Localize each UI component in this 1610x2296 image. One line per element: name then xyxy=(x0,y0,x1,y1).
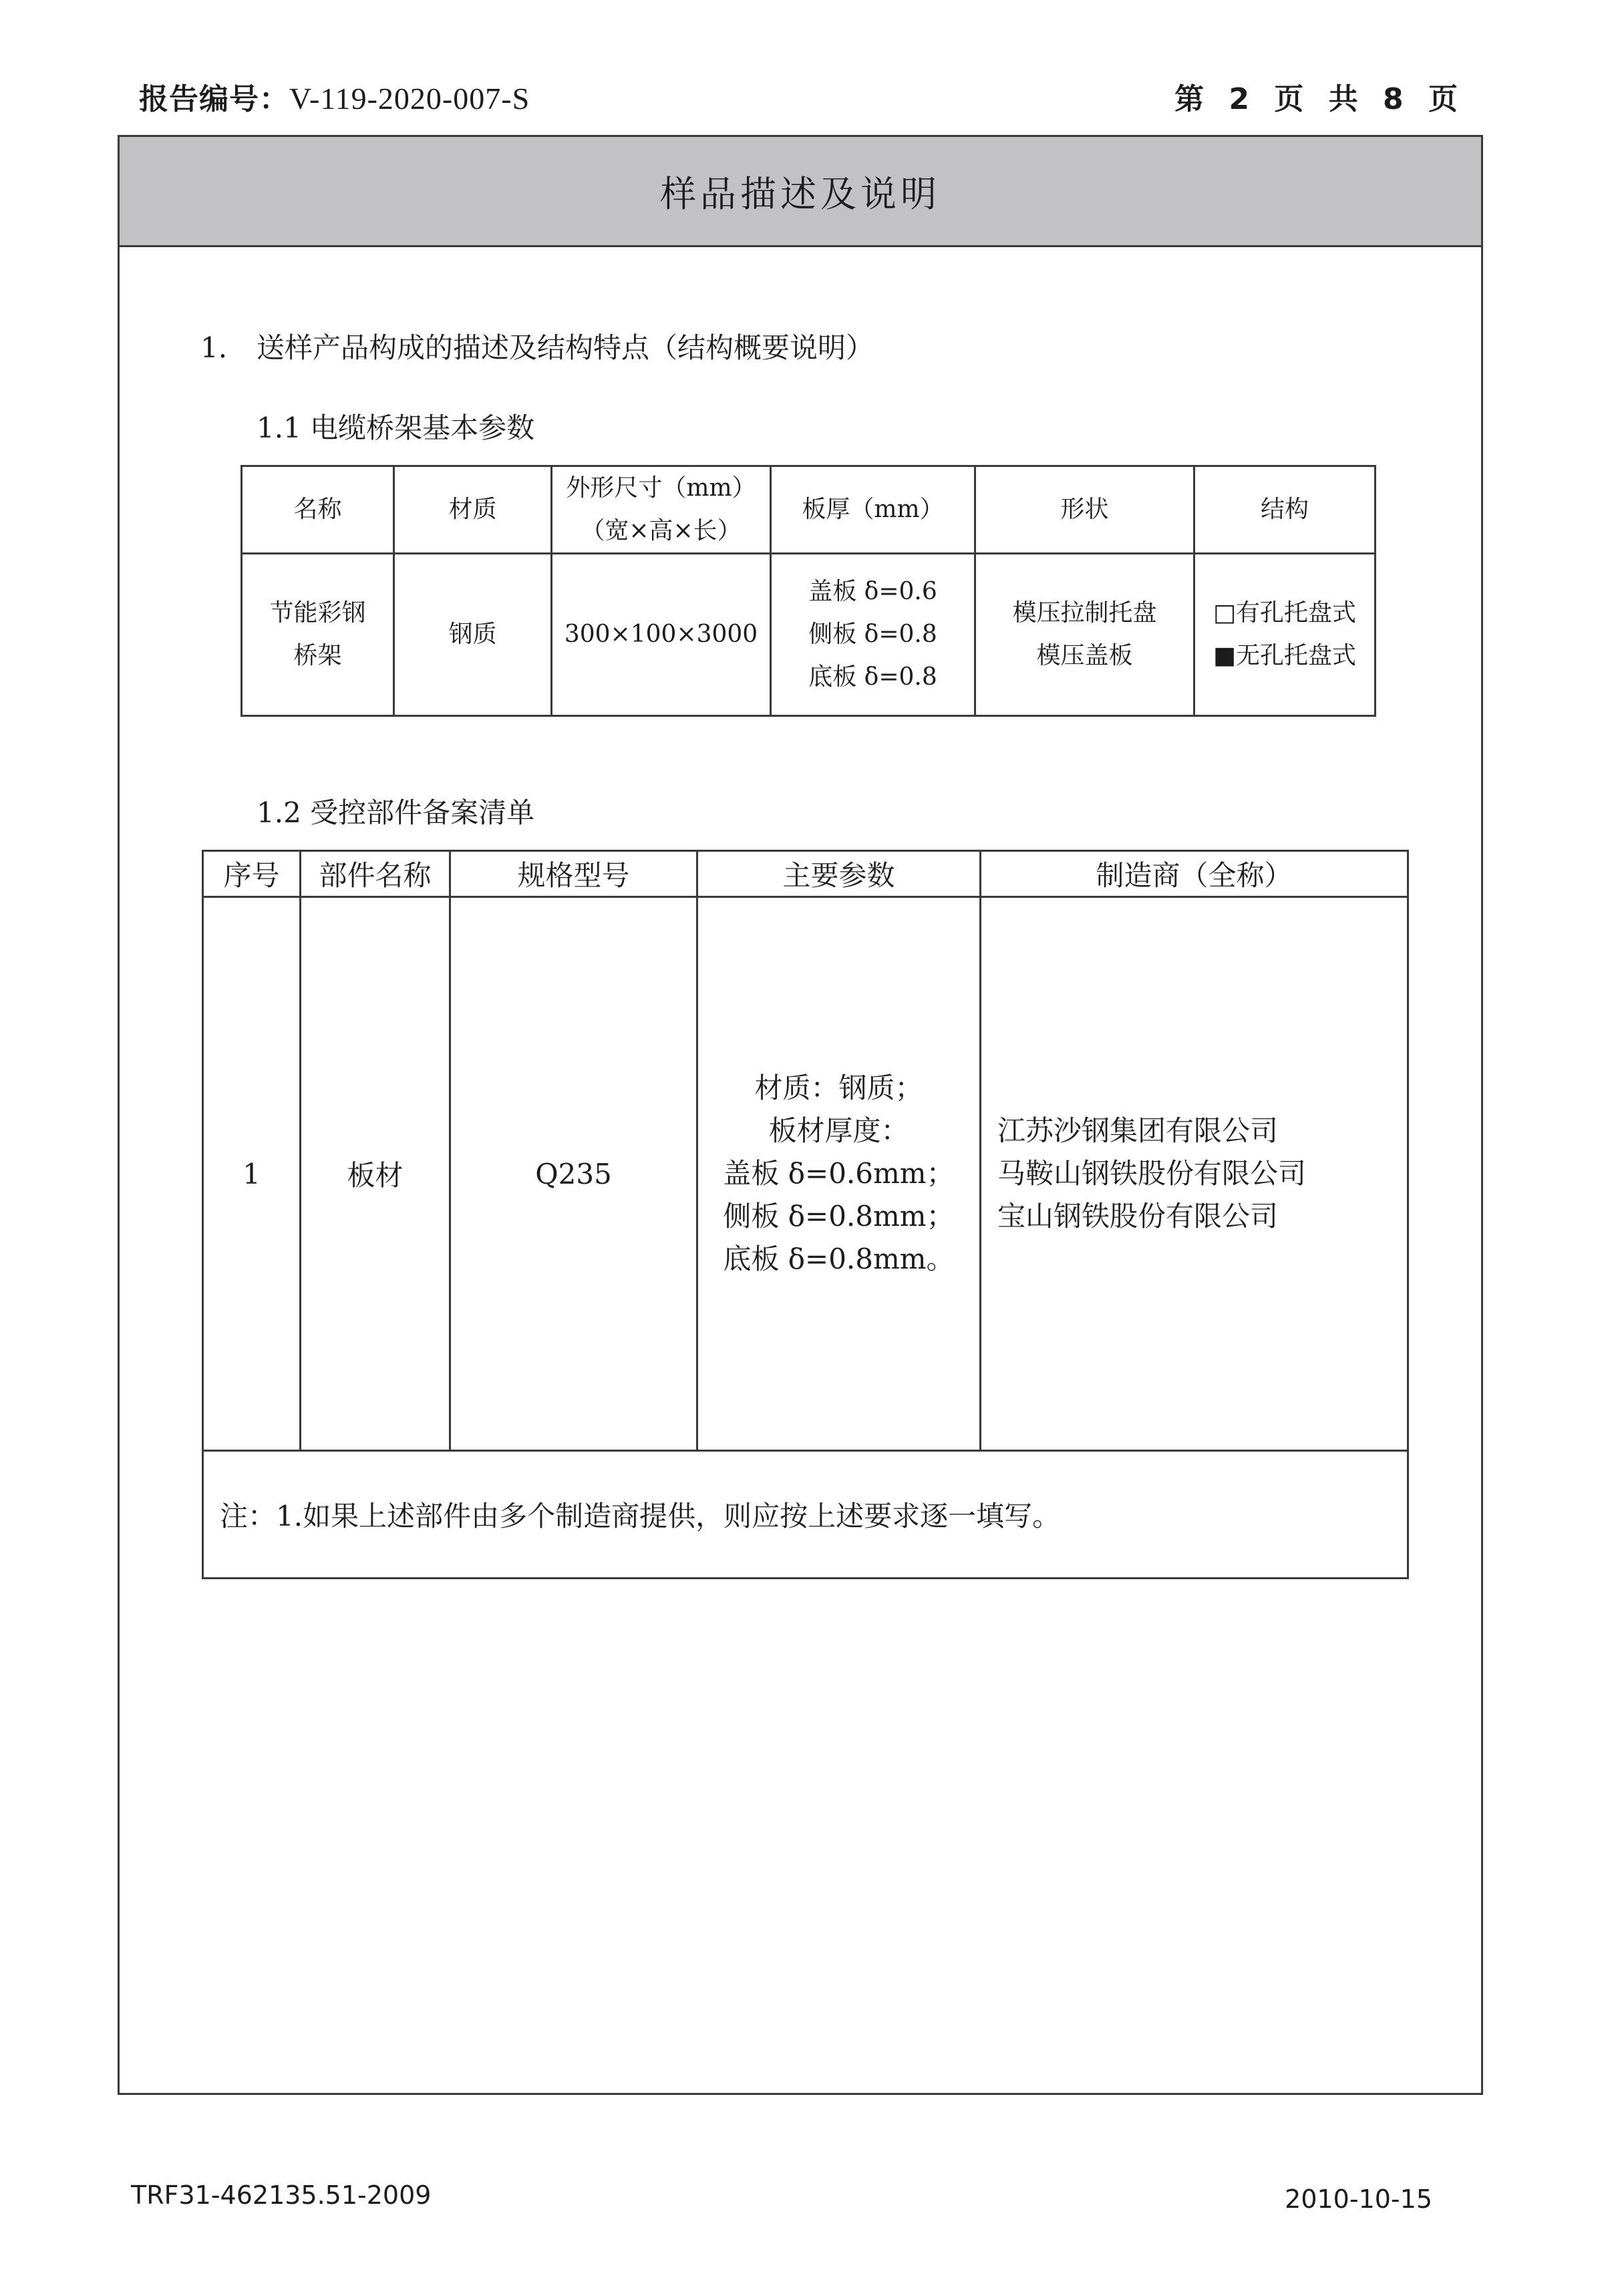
cell-structure xyxy=(1194,554,1376,716)
cell-thickness: 盖板 δ=0.6 侧板 δ=0.8 底板 δ=0.8 xyxy=(771,554,975,716)
cell-no: 1 xyxy=(203,897,301,1451)
form-number: TRF31-462135.51-2009 xyxy=(131,2180,432,2210)
structure-option-perforated: □有孔托盘式 xyxy=(1213,599,1356,627)
report-number-value: V-119-2020-007-S xyxy=(289,81,530,116)
header-size: 外形尺寸（mm） （宽×高×长） xyxy=(552,466,771,554)
report-number xyxy=(139,75,530,118)
header-name: 名称 xyxy=(242,466,394,554)
cell-part-name: 板材 xyxy=(301,897,450,1451)
header-no: 序号 xyxy=(203,851,301,897)
section-1-heading xyxy=(200,326,874,366)
header-manufacturer: 制造商（全称） xyxy=(981,851,1408,897)
header-structure: 结构 xyxy=(1194,466,1376,554)
cell-material: 钢质 xyxy=(394,554,552,716)
section-1-1-heading: 1.1 电缆桥架基本参数 xyxy=(257,412,535,444)
page-info: 第 2 页 共 8 页 xyxy=(1174,82,1462,116)
cable-tray-params-table xyxy=(240,465,1376,717)
cell-main-params: 材质：钢质； 板材厚度： 盖板 δ=0.6mm； 侧板 δ=0.8mm； 底板 δ=0.8mm。 xyxy=(697,897,981,1451)
cell-manufacturer: 江苏沙钢集团有限公司 马鞍山钢铁股份有限公司 宝山钢铁股份有限公司 xyxy=(981,897,1408,1451)
section-1-number: 1. xyxy=(200,331,228,364)
page-title: 样品描述及说明 xyxy=(660,172,941,215)
header-main-params: 主要参数 xyxy=(697,851,981,897)
form-date: 2010-10-15 xyxy=(1285,2184,1432,2214)
structure-option-solid: ■无孔托盘式 xyxy=(1213,642,1356,669)
table-header-row xyxy=(242,466,1376,554)
cell-model: Q235 xyxy=(450,897,697,1451)
section-1-2-heading: 1.2 受控部件备案清单 xyxy=(257,796,535,829)
table-row xyxy=(203,897,1408,1451)
report-number-label: 报告编号： xyxy=(139,82,289,116)
header-model: 规格型号 xyxy=(450,851,697,897)
header-part-name: 部件名称 xyxy=(301,851,450,897)
cell-size: 300×100×3000 xyxy=(552,554,771,716)
cell-name: 节能彩钢 桥架 xyxy=(242,554,394,716)
title-band xyxy=(120,137,1481,247)
table-header-row xyxy=(203,851,1408,897)
header-shape: 形状 xyxy=(975,466,1194,554)
table-note: 注：1.如果上述部件由多个制造商提供，则应按上述要求逐一填写。 xyxy=(203,1451,1408,1579)
note-row xyxy=(203,1451,1408,1579)
controlled-parts-table xyxy=(202,850,1409,1579)
header-material: 材质 xyxy=(394,466,552,554)
table-row xyxy=(242,554,1376,716)
cell-shape: 模压拉制托盘 模压盖板 xyxy=(975,554,1194,716)
header-thickness: 板厚（mm） xyxy=(771,466,975,554)
section-1-text: 送样产品构成的描述及结构特点（结构概要说明） xyxy=(257,331,874,364)
